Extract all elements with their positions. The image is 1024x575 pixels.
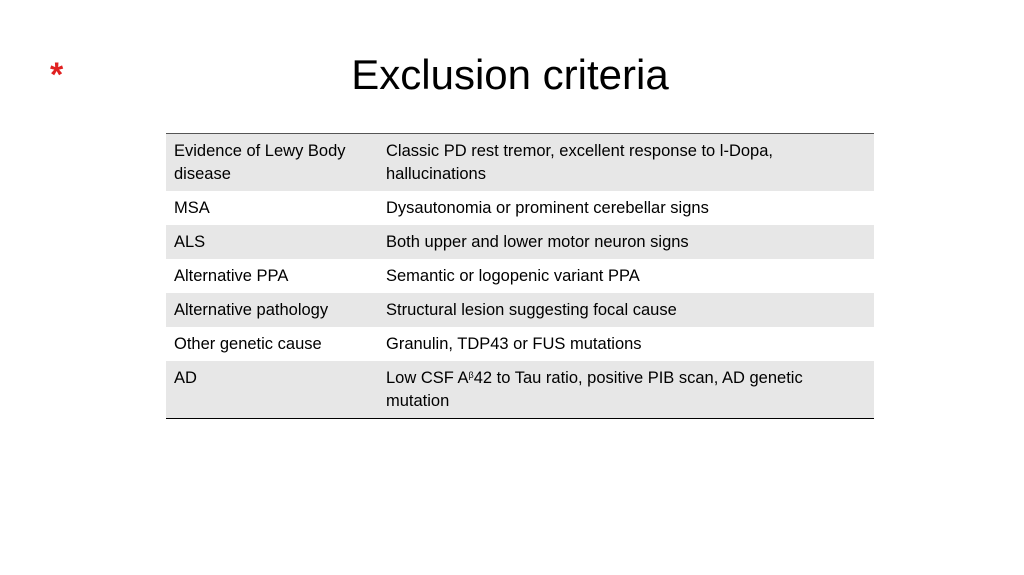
table-row bbox=[166, 134, 874, 192]
description-cell: Structural lesion suggesting focal cause bbox=[378, 293, 874, 327]
table-row bbox=[166, 327, 874, 361]
criterion-cell: Alternative PPA bbox=[166, 259, 378, 293]
description-text-end: 42 to Tau ratio, positive PIB scan, AD genetic mutation bbox=[386, 369, 803, 410]
slide-title: Exclusion criteria bbox=[351, 51, 669, 98]
description-cell: Classic PD rest tremor, excellent response to l-Dopa, hallucinations bbox=[378, 134, 874, 192]
description-cell: Both upper and lower motor neuron signs bbox=[378, 225, 874, 259]
bullet-asterisk-icon: * bbox=[50, 56, 64, 94]
criterion-cell: ALS bbox=[166, 225, 378, 259]
criterion-cell: Evidence of Lewy Body disease bbox=[166, 134, 378, 192]
criterion-cell: AD bbox=[166, 361, 378, 419]
description-cell: Semantic or logopenic variant PPA bbox=[378, 259, 874, 293]
exclusion-criteria-table bbox=[166, 133, 874, 419]
description-cell bbox=[378, 361, 874, 419]
table-row bbox=[166, 293, 874, 327]
table-row bbox=[166, 361, 874, 419]
table-row bbox=[166, 191, 874, 225]
description-cell: Granulin, TDP43 or FUS mutations bbox=[378, 327, 874, 361]
criterion-cell: Other genetic cause bbox=[166, 327, 378, 361]
criterion-cell: Alternative pathology bbox=[166, 293, 378, 327]
criterion-cell: MSA bbox=[166, 191, 378, 225]
beta-superscript: β bbox=[468, 370, 474, 380]
table-row bbox=[166, 259, 874, 293]
description-text-start: Low CSF A bbox=[386, 369, 469, 387]
table-row bbox=[166, 225, 874, 259]
description-cell: Dysautonomia or prominent cerebellar signs bbox=[378, 191, 874, 225]
